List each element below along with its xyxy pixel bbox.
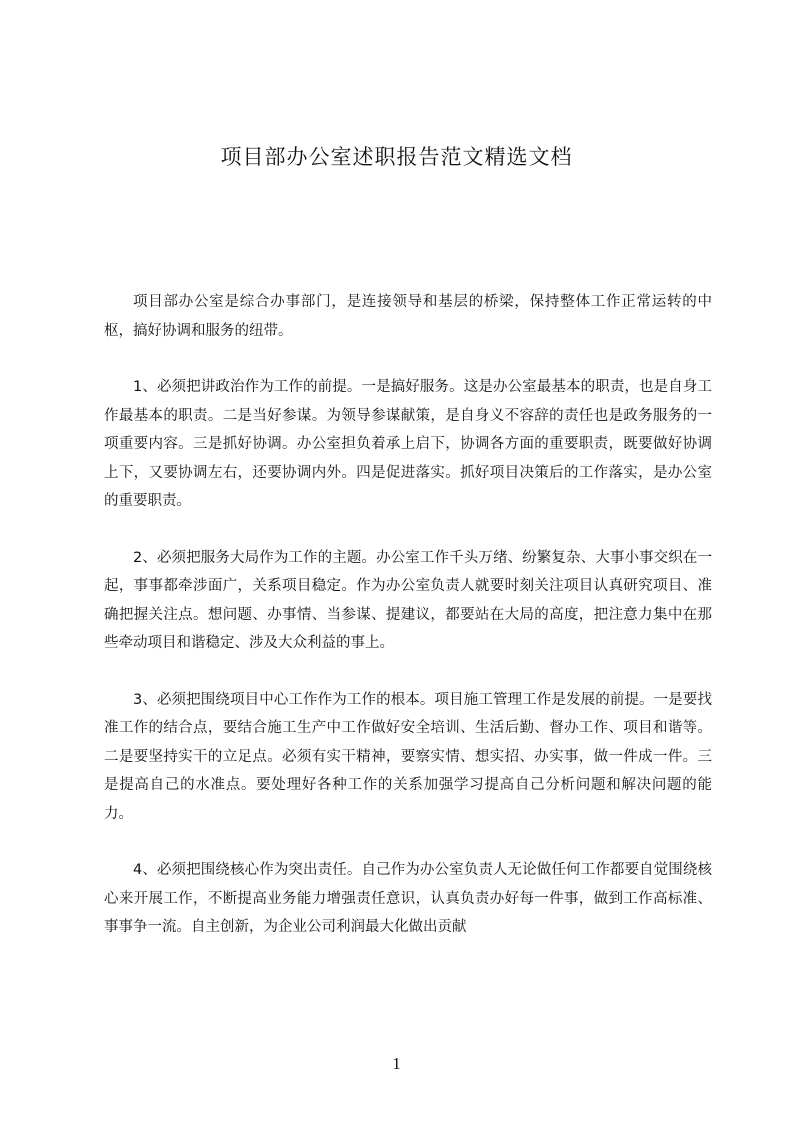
page-number: 1 — [392, 1054, 401, 1073]
intro-paragraph: 项目部办公室是综合办事部门，是连接领导和基层的桥梁，保持整体工作正常运转的中枢，搞好协调和服务的纽带。 — [104, 294, 712, 339]
paragraph-2: 2、必须把服务大局作为工作的主题。办公室工作千头万绪、纷繁复杂、大事小事交织在一起，事事都牵涉面广，关系项目稳定。作为办公室负责人就要时刻关注项目认真研究项目、准确把握关注点。想问题、办事情、当参谋、提建议，都要站在大局的高度，把注意力集中在那些牵动项目和谐稳定、涉及大众利益的事上。 — [104, 549, 712, 651]
document-title: 项目部办公室述职报告范文精选文档 — [220, 145, 573, 169]
paragraph-3: 3、必须把围绕项目中心工作作为工作的根本。项目施工管理工作是发展的前提。一是要找准工作的结合点，要结合施工生产中工作做好安全培训、生活后勤、督办工作、项目和谐等。二是要坚持实干的立足点。必须有实干精神，要察实情、想实招、办实事，做一件成一件。三是提高自己的水准点。要处理好各种工作的关系加强学习提高自己分析问题和解决问题的能力。 — [104, 691, 712, 822]
document-body — [104, 288, 712, 970]
paragraph-1: 1、必须把讲政治作为工作的前提。一是搞好服务。这是办公室最基本的职责，也是自身工作最基本的职责。二是当好参谋。为领导参谋献策，是自身义不容辞的责任也是政务服务的一项重要内容。三是抓好协调。办公室担负着承上启下，协调各方面的重要职责，既要做好协调上下，又要协调左右，还要协调内外。四是促进落实。抓好项目决策后的工作落实，是办公室的重要职责。 — [104, 379, 712, 509]
paragraph-4: 4、必须把围绕核心作为突出责任。自己作为办公室负责人无论做任何工作都要自觉围绕核心来开展工作，不断提高业务能力增强责任意识，认真负责办好每一件事，做到工作高标准、事事争一流。自主创新，为企业公司利润最大化做出贡献 — [104, 862, 712, 935]
